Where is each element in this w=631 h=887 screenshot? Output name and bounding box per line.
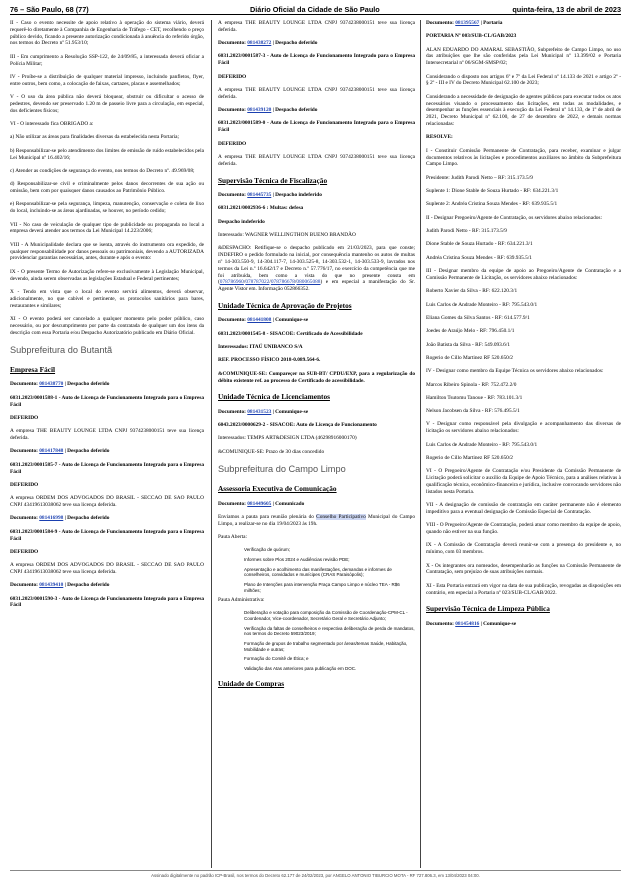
process-title: 6031.2023/0001545-8 - SISACOE: Certificado de Acessibilidade [218,330,363,337]
document-link[interactable]: 081454816 [455,620,480,627]
document-link[interactable]: 078787022 [245,279,270,286]
subsection-heading: Supervisão Técnica de Fiscalização [218,175,328,185]
document-line: Documento: 081454816 | Comunique-se [426,620,517,627]
resolve-label: RESOLVE: [426,134,453,141]
subsection-heading: Unidade de Compras [218,679,285,689]
paragraph: III - Designar membro da equipe de apoio ao Pregoeiro/Agente de Contratação e a Comissão Permanente de Licitação, os servidores abaixo relacionados: [426,268,621,281]
paragraph: c) Atender as condições de segurança do evento, nos termos do Decreto nº. 49.969/08; [10,167,195,174]
document-line: Documento: 081431523 | Comunique-se [218,408,309,415]
paragraph: Considerando o disposto nos artigos 6º e 7º da Lei Federal nº 14.133 de 2021 e artigo 2º - § 2º - III e IV do Decreto Municipal 62.100 de 2023; [426,73,621,87]
status-label: DEFERIDO [10,548,39,555]
column-1 [10,20,204,870]
paragraph: IV - Designar como membro da Equipe Técnica os servidores abaixo relacionados: [426,368,604,375]
paragraph: XI - O evento poderá ser cancelado a qualquer momento pelo poder público, caso necessário, ou por descumprimento por parte da contratada de qualquer um dos itens da descrição com essa Portaria e/ou Despacho Autorizatório publicado em Diário Oficial. [10,315,204,336]
document-link[interactable]: 080065088 [296,279,321,286]
process-title: 6031.2023/0001590-3 - Auto de Licença de Funcionamento Integrado para o Empresa Fácil [10,595,204,609]
paragraph: A empresa THE BEAUTY LOUNGE LTDA CNPJ 9374238000151 teve sua licença deferida. [218,20,415,33]
paragraph: b) Responsabilizar-se pelo atendimento dos limites de emissão de ruído estabelecidos pela Lei Municipal nº 16.402/16; [10,147,204,161]
document-line: Documento: 081438770 | Despacho deferido [10,381,110,388]
paragraph: III - Em cumprimento a Resolução SSP-122, de 24/09/85, a interessada deverá oficiar a Polícia Militar; [10,53,204,67]
name-line: Andréa Cristina Souza Mendes - RF: 639.935.5/1 [426,254,532,261]
name-line: Suplente 1: Dione Stable de Souza Hurtado - RF: 634.221.3/1 [426,188,559,195]
reference: REF. PROCESSO FÍSICO 2018-0.089.564-6. [218,357,321,364]
status-label: DEFERIDO [10,414,39,421]
paragraph: A empresa ORDEM DOS ADVOGADOS DO BRASIL - SECCAO DE SAO PAULO CNPJ 43419613038062 teve sua licença deferida. [10,562,204,575]
subsection-heading: Unidade Técnica de Aprovação de Projetos [218,301,352,311]
status-label: DEFERIDO [218,73,247,80]
document-link[interactable]: 081439410 [39,582,64,589]
document-line: Documento: 081416998 | Despacho deferido [10,515,110,522]
status-label: DEFERIDO [218,140,247,147]
interested-party: Interessados: ITAÚ UNIBANCO S/A [218,344,303,351]
paragraph: VIII - A Municipalidade declara que se isenta, através do instrumento ora expedido, de qualquer responsabilidade por danos pessoais ou patrimoniais, devendo a AUTORIZADA providenciar garantias necessárias, antes, durante e após o evento: [10,241,204,262]
document-link[interactable]: 081439120 [247,107,272,114]
interested-party: Interessados: TEMPS ART&DESIGN LTDA (46298916000170) [218,435,357,442]
process-title: 6031.2023/0001589-0 - Auto de Licença de Funcionamento Integrado para o Empresa Fácil [218,120,415,134]
column-3 [426,20,621,870]
paragraph: VI - O Pregoeiro/Agente de Contratação e/ou Presidente da Comissão Permanente de Licitação poderá solicitar o auxílio da Equipe de Apoio Técnico, para a análises relativas à qualificação técnica, econômico-financeira e jurídica, inclusive convocando servidores não listados nesta Portaria. [426,468,621,495]
signature-footer: Assinado digitalmente no padrão ICP-Brasil, nos termos do Decreto 62.177 de 24/02/2023, por ANGELO ANTONIO TIBURCIO MOTA - RF 727.806.3, em 13/04/2023 04:00. [151,873,480,878]
agenda-item: Formação de grupos de trabalho segmentado por áreas/temas Saúde, Habitação, Mobilidade e outras; [244,640,408,652]
header-rule [10,14,621,15]
name-line: Nelson Jacobsen da Silva - RF: 576.495.5/1 [426,408,520,415]
name-line: Rogerio de Cillo Martinez RF 520.650/2 [426,354,513,361]
document-line: Documento: 081438272 | Despacho deferido [218,40,318,47]
paragraph: ALAN EDUARDO DO AMARAL SEBASTIÃO, Subprefeito de Campo Limpo, no uso das atribuições que lhe são conferidas pela Lei Municipal nº 13.399/02 e Portaria Intersecretarial nº 06/SGM-SMSP/02; [426,46,621,67]
paragraph: &COMUNIQUE-SE: Compareçer na SUB-BT/ CPDU/EXP, para a regularização do débito existente ref. ao processo de Certificado de acessibilidade. [218,370,415,384]
document-line: Documento: 081417848 | Despacho deferido [10,448,110,455]
status-label: DEFERIDO [10,481,39,488]
paragraph: VII - A designação de comissão de contratação em caráter permanente não é elemento impeditivo para a eventual designação de Comissão Especial de Contratação. [426,502,621,515]
paragraph: A empresa THE BEAUTY LOUNGE LTDA CNPJ 9374238000151 teve sua licença deferida. [218,86,415,100]
agenda-item: Apresentação e acolhimento das manifestações, demandas e informes de conselheiros, convidados e munícipes (CRAS Paraisópolis); [244,566,392,578]
document-link[interactable]: 081395567 [455,20,480,26]
paragraph: d) Responsabilizar-se civil e criminalmente pelos danos decorrentes de sua ação ou omissão, bem com por quaisquer danos causados ao Patrimônio Público. [10,181,204,195]
name-line: Joedes de Araújo Melo - RF: 796.450.1/1 [426,328,515,335]
paragraph: V - Designar como responsável pela divulgação e acompanhamento das diversas de licitação os servidores abaixo relacionados: [426,421,621,435]
process-title: 6031.2023/0001585-7 - Auto de Licença de Funcionamento Integrado para o Empresa Fácil [10,461,204,475]
name-line: Luis Carlos de Andrade Monteiro - RF: 795.543.0/1 [426,441,538,448]
paragraph: A empresa THE BEAUTY LOUNGE LTDA CNPJ 9374238000151 teve sua licença deferida. [10,428,204,442]
column-divider-2 [420,20,421,868]
publication-title: Diário Oficial da Cidade de São Paulo [250,5,380,14]
process-title: 6043.2023/0000629-2 - SISACOE: Auto de Licença de Funcionamento [218,421,377,428]
document-line: Documento: 081449605 | Comunicado [218,500,305,507]
paragraph: II - Caso o evento necessite de apoio relativo à operação do sistema viário, deverá requerê-lo diretamente à Companhia de Engenharia de Tráfego - CET, recolhendo o preço público devido, ficando a presente autorização condicionada à anuência do referido órgão, nos termos do Decreto nº 51.953/10; [10,20,204,47]
agenda-item: Deliberação e votação para composição da Comissão de Coordenação-CPM-CL - Coordenador, Vice-coordenador, Secretário Geral e Secretário Adjunto; [244,610,408,622]
subsection-heading: Unidade Técnica de Licenciamentos [218,392,330,402]
paragraph: II - Designar Pregoeiro/Agente de Contratação, os servidores abaixo relacionados: [426,214,602,221]
name-line: Rogerio de Cillo Martinez RF 520.650/2 [426,454,513,461]
paragraph: Enviamos a pauta para reunião plenária do Conselho Participativo Municipal do Campo Limpo, a realizar-se no dia 19/04/2023 às 19h. [218,513,415,527]
name-line: Hamilton Tsutomu Tanoue - RF: 783.101.3/1 [426,394,523,401]
document-link[interactable]: 081449605 [247,500,272,507]
paragraph: VIII - O Pregoeiro/Agente de Contratação, poderá atuar como membro da equipe de apoio, quando não estiver na sua função. [426,522,621,536]
agenda-item: Verificação da faltas de conselheiros e respectiva deliberação de perda de mandatos, nos termos do Decreto 59023/2019; [244,625,415,637]
process-title: 6031.2021/0002936-6 : Multas: defesa [218,205,304,212]
page-number: 76 – São Paulo, 68 (77) [10,5,89,14]
process-title: 6031.2023/0001588-1 - Auto de Licença de Funcionamento Integrado para o Empresa Fácil [10,394,204,408]
paragraph: VI - O interessado fica OBRIGADO a: [10,121,94,128]
document-link[interactable]: 078786960 [219,279,244,286]
process-title: 6031.2023/0001587-3 - Auto de Licença de Funcionamento Integrado para o Empresa Fácil [218,53,415,67]
document-link[interactable]: 078786678 [270,279,295,286]
document-line: Documento: 081445735 | Despacho indeferido [218,191,322,198]
document-link[interactable]: 081441808 [247,317,272,324]
document-link[interactable]: 081445735 [247,191,272,198]
paragraph: Considerando a necessidade de designação de agentes públicos para executar todos os atos necessários visando o processamento das licitações, em todas as modalidades, e desempenhar as funções essenciais à execução da Lei Federal nº 14.133, de 1º de abril de 2021, Decreto Municipal nº 62.100, de 27 de dezembro de 2022, e demais normas relacionadas: [426,93,621,128]
name-line: João Batista da Silva - RF: 549.093.6/1 [426,341,511,348]
name-line: Luis Carlos de Andrade Monteiro - RF: 795.543.0/1 [426,301,538,308]
document-line: Documento: 081441808 | Comunique-se [218,317,309,324]
subsection-heading: Empresa Fácil [10,365,56,375]
agenda-item: Plano de Intenções para intervenção Praça Campo Limpo e núcleo TEA - R$6 milhões; [244,581,400,593]
paragraph: A empresa ORDEM DOS ADVOGADOS DO BRASIL - SECCAO DE SAO PAULO CNPJ 43419613038062 teve sua licença deferida. [10,495,204,509]
document-line: Documento: 081439120 | Despacho deferido [218,107,318,114]
document-link[interactable]: 081416998 [39,515,64,522]
subsection-heading: Assessoria Executiva de Comunicação [218,484,337,494]
paragraph: X - Tendo em vista que o local do evento servirá alimentos, deverá observar, adicionalmente, no que cabível e pertinente, os protocolos sanitários para bares, restaurantes e similares; [10,288,204,309]
document-link[interactable]: 081438272 [247,40,272,47]
document-link[interactable]: 081417848 [39,448,64,455]
name-line: Presidente: Judith Parodi Netto – RF: 315.173.5/9 [426,174,533,181]
agenda-item: Informes sobre Plos 2024 e Audiências revisão PDE; [244,557,350,562]
paragraph: &COMUNIQUE-SE: Prazo de 30 dias concedido [218,448,325,455]
status-label: Despacho indeferido [218,218,265,225]
column-divider-1 [211,20,212,868]
column-2 [218,20,415,870]
agenda-item: Validação das Atas anteriores para publicação em DOC. [244,665,357,671]
name-line: Eliana Gomes da Silva Santos - RF: 614.577.9/1 [426,314,530,321]
paragraph: &DESPACHO: Retifique-se o despacho publicado em 21/03/2023, para que conste; INDEFIRO o pedido formulado na inicial, por consequência mantenho os autos de multas nº 14-303.550-9, 14-304.117-7, 14-303.525-8, 14-303.532-1, 14-303.533-9, lavrados nos termos da Lei n.º 16.642/17 e Decreto n.º 57.776/17, no exercício da competência que me foi atribuída, bem como a vista do que no presente consta em (078786960/078787022/078786678/080065088) e em especial a manifestação do Sr. Agente Vistor em. Informação 052866352. [218,245,415,293]
name-line: Marcos Ribeiro Spinola - RF: 752.472.2/0 [426,381,517,388]
section-heading: Subprefeitura do Campo Limpo [218,464,346,475]
page-header [10,3,621,14]
paragraph: a) Não utilizar as áreas para finalidades diversas da estabelecida nesta Portaria; [10,134,179,141]
agenda-heading: Pauta Aberta: [218,534,247,541]
publication-date: quinta-feira, 13 de abril de 2023 [512,5,621,14]
section-heading: Subprefeitura do Butantã [10,345,113,356]
document-link[interactable]: 081431523 [247,408,272,415]
footer-rule [10,870,621,871]
subsection-heading: Supervisão Técnica de Limpeza Pública [426,604,550,614]
paragraph: IX - A Comissão de Contratação deverá reunir-se com a presença do presidente e, no mínimo, com 03 membros. [426,542,621,556]
name-line: Roberto Xavier da Silva - RF: 622.120.3/1 [426,288,518,295]
highlighted-text: Conselho Participativo [316,513,366,520]
paragraph: VII - No caso de veiculação de qualquer tipo de publicidade ou propaganda no local a empresa deverá atender aos termos da Lei Municipal 14.223/2006; [10,221,204,235]
paragraph: A empresa THE BEAUTY LOUNGE LTDA CNPJ 9374238000151 teve sua licença deferida. [218,153,415,167]
document-line: Documento: 081439410 | Despacho deferido [10,582,110,589]
agenda-heading: Pauta Administrativa: [218,597,265,604]
paragraph: V - O uso da área pública não deverá bloquear, obstruir ou dificultar o acesso de pedestres, devendo ser preservado 1.20 m de passeio livre para a circulação, em especial, dos deficientes físicos; [10,94,204,114]
name-line: Dione Stable de Souza Hurtado - RF: 634.221.3/1 [426,241,533,248]
name-line: Suplente 2: Andréa Cristina Souza Mendes - RF: 639.935.5/1 [426,201,558,208]
name-line: Judith Parodi Netto - RF: 315.173.5/9 [426,228,507,235]
paragraph: XI - Esta Portaria entrará em vigor na data de sua publicação, revogadas as disposições em contrário, em especial a Portaria nº 023/SUB-CL/GAB/2022. [426,582,621,596]
paragraph: IX - O presente Termo de Autorização refere-se exclusivamente à Legislação Municipal, devendo, ainda serem observadas as legislações Estadual e Federal pertinentes; [10,268,204,282]
paragraph: I - Constituir Comissão Permanente de Contratação, para receber, examinar e julgar documentos relativos às licitações e procedimentos auxiliares no âmbito da Subprefeitura Campo Limpo. [426,147,621,168]
paragraph: IV - Proíbe-se a distribuição de qualquer material impresso, incluindo panfletos, flyer, entre outros, bem como, a colocação de faixas, cartazes, placas e assemelhados; [10,73,204,87]
process-title: 6031.2023/0001584-9 - Auto de Licença de Funcionamento Integrado para o Empresa Fácil [10,528,204,542]
paragraph: e) Responsabilizar-se pela segurança, limpeza, manutenção, conservação e coleta de lixo do local, incluindo-se as áreas ajardinadas, se houver, no período cedido; [10,201,204,215]
agenda-item: Formação do Comitê de Ética; e [244,656,309,662]
document-link[interactable]: 081438770 [39,381,64,388]
interested-party: Interessado: WAGNER WELLINGTHON BUENO BRANDÃO [218,231,356,238]
document-line: Documento: 081395567 | Portaria [426,20,503,26]
portaria-title: PORTARIA Nº 003/SUB-CL/GAB/2023 [426,33,517,40]
paragraph: X - Os integrantes ora nomeados, desempenharão as funções na Comissão Permanente de Contratação, sem prejuízo de suas atribuições normais. [426,562,621,576]
agenda-item: Verificação de quórum; [244,547,291,553]
